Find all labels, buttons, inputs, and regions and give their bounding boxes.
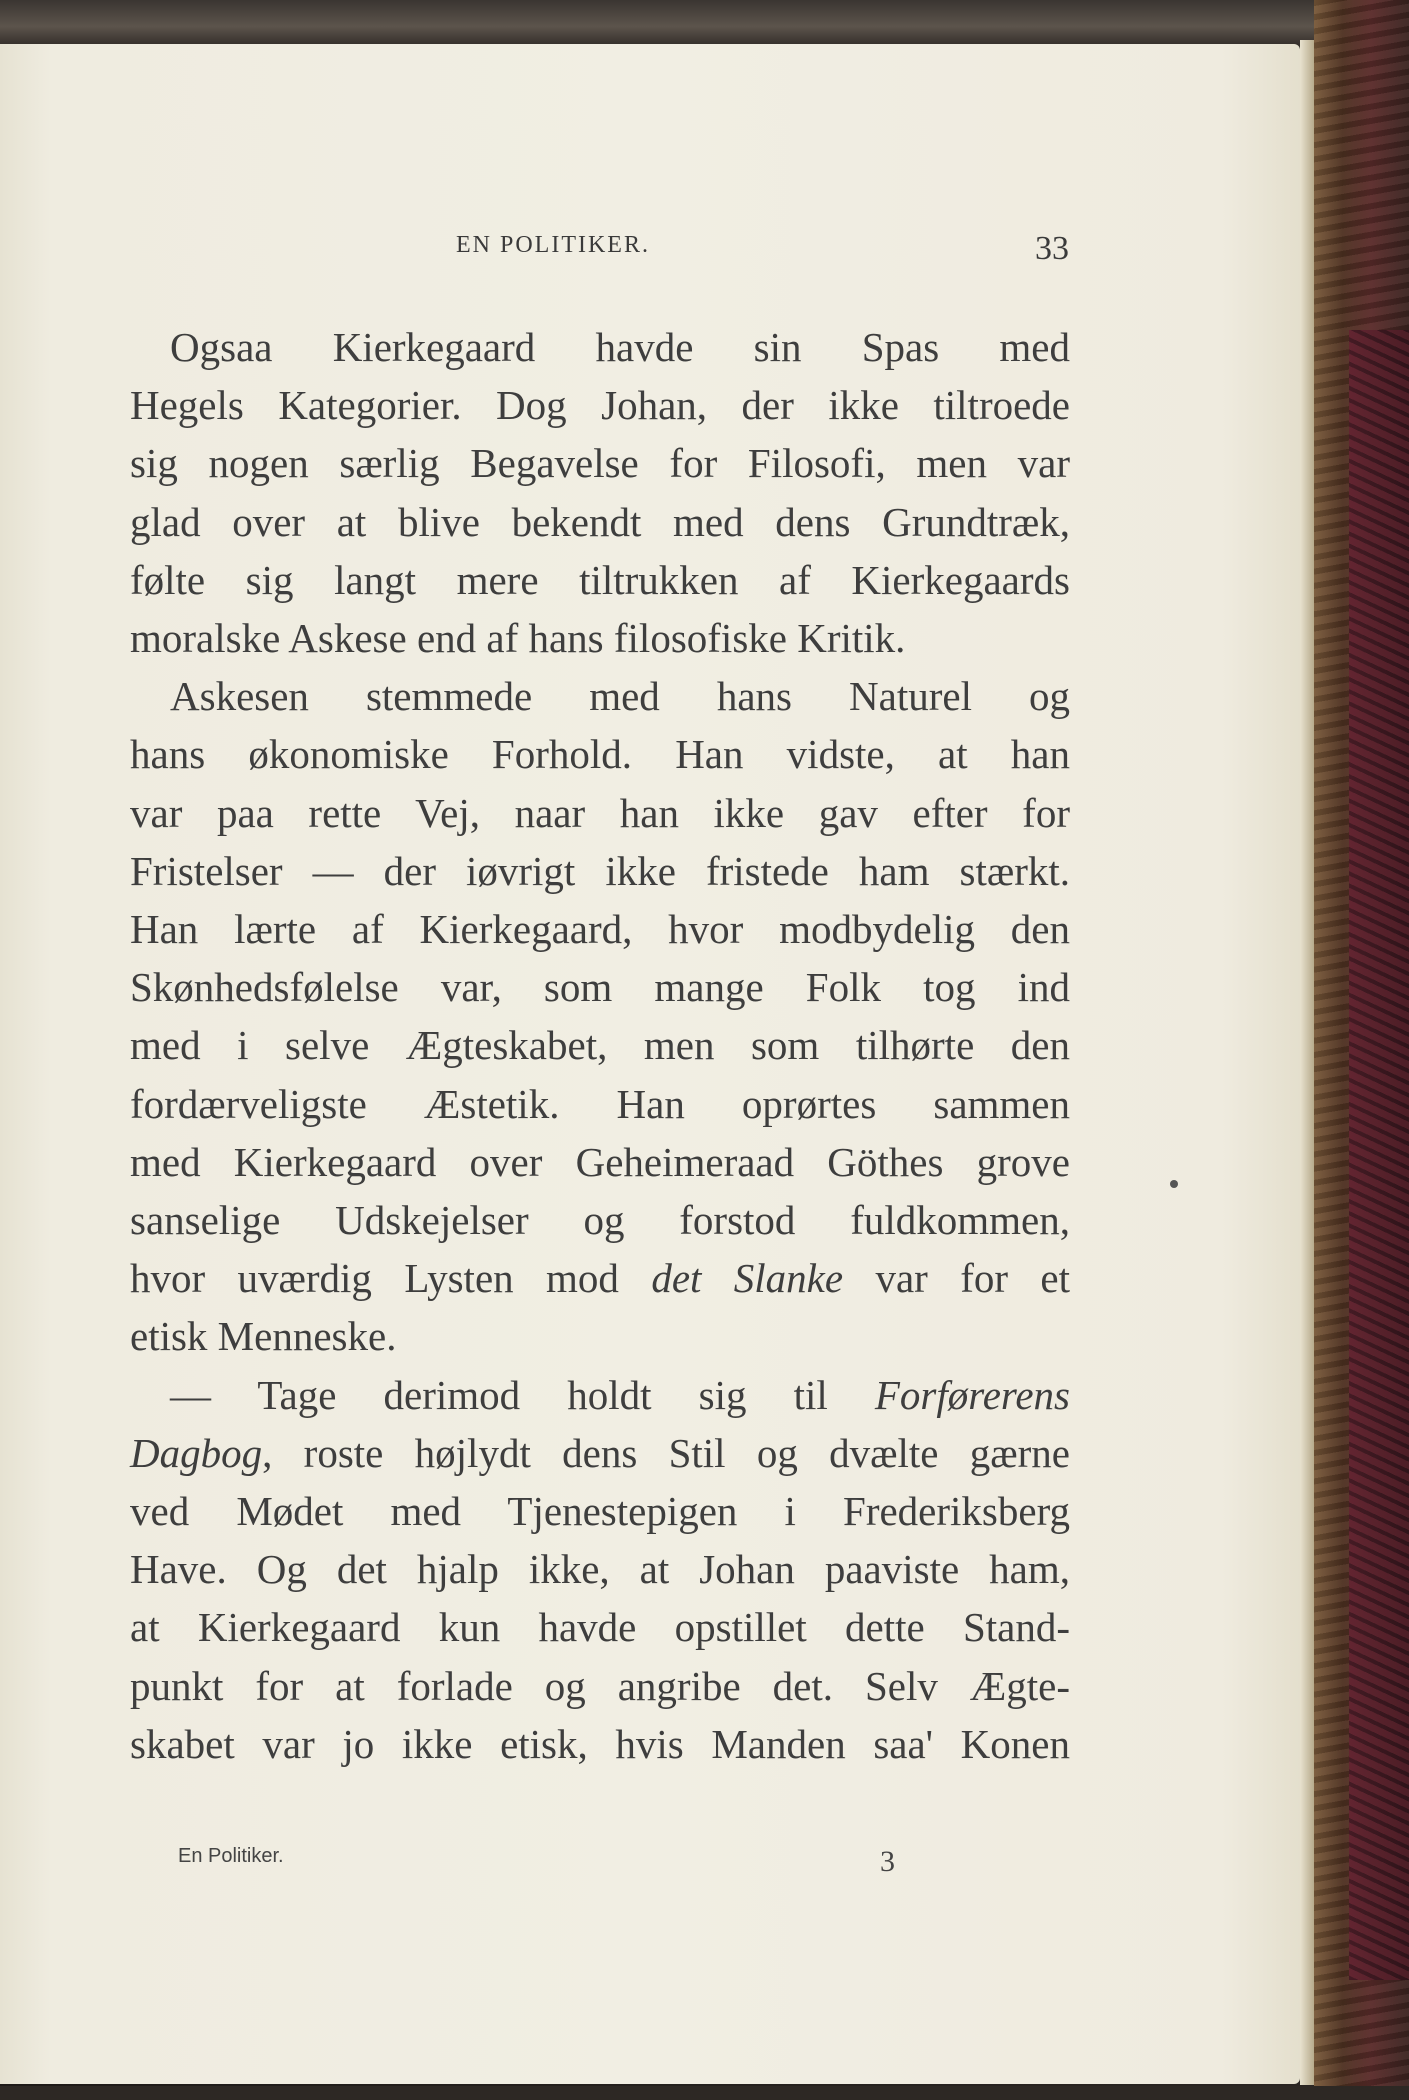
running-head (0, 232, 1300, 272)
text-line: med i selve Ægteskabet, men som tilhørte den (130, 1022, 1070, 1069)
text-line-with-italic (130, 1366, 1070, 1424)
text-line: hans økonomiske Forhold. Han vidste, at han (130, 731, 1070, 778)
text-line: moralske Askese end af hans filosofiske Kritik. (130, 615, 906, 662)
text-line: fordærveligste Æstetik. Han oprørtes sammen (130, 1080, 1070, 1127)
text-line: Ogsaa Kierkegaard havde sin Spas med (170, 324, 1070, 370)
text-line-with-italic (130, 1424, 1070, 1482)
text-line: sig nogen særlig Begavelse for Filosofi, men var (130, 440, 1070, 487)
text-line: Han lærte af Kierkegaard, hvor modbydelig den (130, 906, 1070, 953)
text-line: glad over at blive bekendt med dens Grundtræk, (130, 498, 1070, 545)
running-title: EN POLITIKER. (456, 232, 650, 258)
text-line: sanselige Udskejelser og forstod fuldkommen, (130, 1197, 1070, 1244)
cover-leather (1349, 330, 1409, 1980)
text-line: Hegels Kategorier. Dog Johan, der ikke tiltroede (130, 382, 1070, 429)
page-number: 33 (1035, 230, 1069, 267)
text-line: med Kierkegaard over Geheimeraad Göthes grove (130, 1138, 1070, 1185)
text-line: Fristelser — der iøvrigt ikke fristede ham stærkt. (130, 847, 1070, 894)
text-line: etisk Menneske. (130, 1313, 397, 1360)
text-line: var paa rette Vej, naar han ikke gav efter for (130, 789, 1070, 836)
italic-title: Forførerens (874, 1371, 1070, 1418)
signature: En Politiker. (178, 1845, 284, 1867)
text-fragment: hvor uværdig Lysten mod (130, 1255, 652, 1302)
body-text (130, 318, 1070, 1773)
text-line-with-italic (130, 1249, 1070, 1307)
text-line: at Kierkegaard kun havde opstillet dette Stand- (130, 1604, 1070, 1651)
text-line: følte sig langt mere tiltrukken af Kierkegaards (130, 556, 1070, 603)
signature-mark: 3 (880, 1845, 895, 1878)
text-line: Skønhedsfølelse var, som mange Folk tog ind (130, 964, 1070, 1011)
italic-phrase: det Slanke (651, 1255, 844, 1302)
text-line: Have. Og det hjalp ikke, at Johan paaviste ham, (130, 1546, 1070, 1593)
ink-speck (1170, 1180, 1178, 1188)
text-fragment: , roste højlydt dens Stil og dvælte gærne (262, 1429, 1070, 1476)
text-line: skabet var jo ikke etisk, hvis Manden saa' Konen (130, 1720, 1070, 1767)
text-fragment: — Tage derimod holdt sig til (170, 1371, 875, 1418)
text-line: Askesen stemmede med hans Naturel og (170, 673, 1070, 720)
text-line: ved Mødet med Tjenestepigen i Frederiksberg (130, 1488, 1070, 1535)
bottom-edge (0, 2086, 1409, 2100)
top-edge (0, 0, 1409, 48)
text-fragment: var for et (843, 1255, 1070, 1302)
italic-title: Dagbog (130, 1429, 263, 1476)
page-edges (1300, 40, 1314, 2085)
text-line: punkt for at forlade og angribe det. Selv Ægte- (130, 1662, 1070, 1709)
